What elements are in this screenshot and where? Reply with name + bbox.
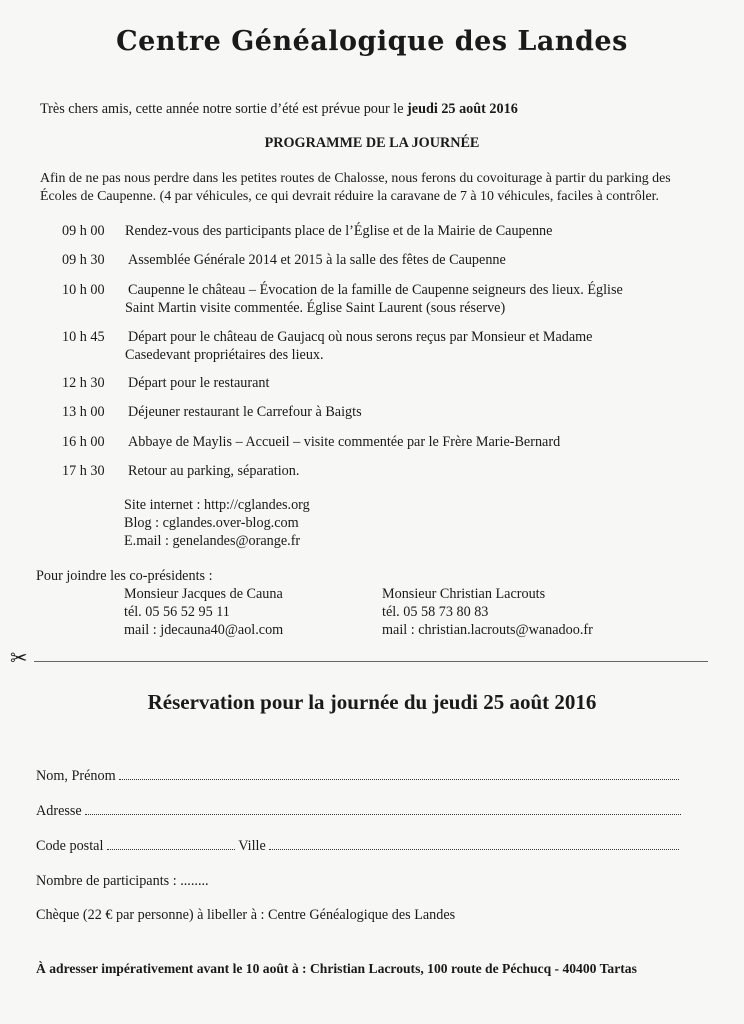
copresidents-label: Pour joindre les co-présidents : <box>36 568 213 584</box>
postal-field[interactable] <box>107 836 235 850</box>
reservation-title: Réservation pour la journée du jeudi 25 août 2016 <box>147 690 597 714</box>
page-title: Centre Généalogique des Landes <box>116 26 628 57</box>
intro-date: jeudi 25 août 2016 <box>407 101 518 117</box>
participants-row <box>36 872 209 890</box>
schedule-time: 17 h 30 <box>62 463 105 479</box>
president-left-tel: tél. 05 56 52 95 11 <box>124 604 230 620</box>
president-left-mail[interactable]: mail : jdecauna40@aol.com <box>124 622 284 638</box>
blog-link[interactable]: Blog : cglandes.over-blog.com <box>124 515 299 531</box>
schedule-time: 12 h 30 <box>62 375 105 391</box>
address-field[interactable] <box>85 801 681 815</box>
intro-text: Très chers amis, cette année notre sortie d’été est prévue pour le <box>40 101 408 117</box>
schedule-text: Déjeuner restaurant le Carrefour à Baigts <box>128 404 362 420</box>
participants-field[interactable]: ........ <box>180 873 209 889</box>
schedule-text: Saint Martin visite commentée. Église Saint Laurent (sous réserve) <box>125 300 506 316</box>
intro-paragraph <box>40 100 518 118</box>
schedule-time: 13 h 00 <box>62 404 105 420</box>
email-link[interactable]: E.mail : genelandes@orange.fr <box>124 533 301 549</box>
participants-label: Nombre de participants : <box>36 873 177 889</box>
name-label: Nom, Prénom <box>36 768 116 784</box>
president-right-name: Monsieur Christian Lacrouts <box>382 586 546 602</box>
schedule-time: 16 h 00 <box>62 434 105 450</box>
name-row <box>36 766 679 785</box>
president-left-name: Monsieur Jacques de Cauna <box>124 586 283 602</box>
postal-label: Code postal <box>36 838 104 854</box>
schedule-text: Abbaye de Maylis – Accueil – visite commentée par le Frère Marie-Bernard <box>128 434 561 450</box>
schedule-text: Départ pour le château de Gaujacq où nous serons reçus par Monsieur et Madame <box>128 329 593 345</box>
covoit-line-1: Afin de ne pas nous perdre dans les petites routes de Chalosse, nous ferons du covoiturage à partir du parking des <box>40 171 671 186</box>
schedule-time: 10 h 00 <box>62 282 105 298</box>
schedule-text: Retour au parking, séparation. <box>128 463 300 479</box>
city-field[interactable] <box>269 836 679 850</box>
site-link[interactable]: Site internet : http://cglandes.org <box>124 497 310 513</box>
schedule-text: Caupenne le château – Évocation de la famille de Caupenne seigneurs des lieux. Église <box>128 282 623 298</box>
scissors-icon: ✂ <box>10 646 28 670</box>
schedule-time: 10 h 45 <box>62 329 105 345</box>
president-right-tel: tél. 05 58 73 80 83 <box>382 604 489 620</box>
programme-heading: PROGRAMME DE LA JOURNÉE <box>264 135 480 151</box>
address-label: Adresse <box>36 803 82 819</box>
schedule-time: 09 h 30 <box>62 252 105 268</box>
postal-row <box>36 836 679 855</box>
send-address: À adresser impérativement avant le 10 août à : Christian Lacrouts, 100 route de Péchucq - 40400 Tartas <box>36 961 637 976</box>
name-field[interactable] <box>119 766 679 780</box>
covoit-line-2: Écoles de Caupenne. (4 par véhicules, ce qui devrait réduire la caravane de 7 à 10 véhicules, faciles à contrôler. <box>40 189 660 204</box>
schedule-time: 09 h 00 <box>62 223 105 239</box>
schedule-text: Casedevant propriétaires des lieux. <box>125 347 324 363</box>
address-row <box>36 801 681 820</box>
schedule-text: Rendez-vous des participants place de l’Église et de la Mairie de Caupenne <box>125 223 553 239</box>
cheque-line: Chèque (22 € par personne) à libeller à : Centre Généalogique des Landes <box>36 907 456 923</box>
cut-line-divider <box>34 661 708 662</box>
schedule-text: Assemblée Générale 2014 et 2015 à la salle des fêtes de Caupenne <box>128 252 506 268</box>
city-label: Ville <box>238 838 266 854</box>
president-right-mail[interactable]: mail : christian.lacrouts@wanadoo.fr <box>382 622 593 638</box>
schedule-text: Départ pour le restaurant <box>128 375 270 391</box>
